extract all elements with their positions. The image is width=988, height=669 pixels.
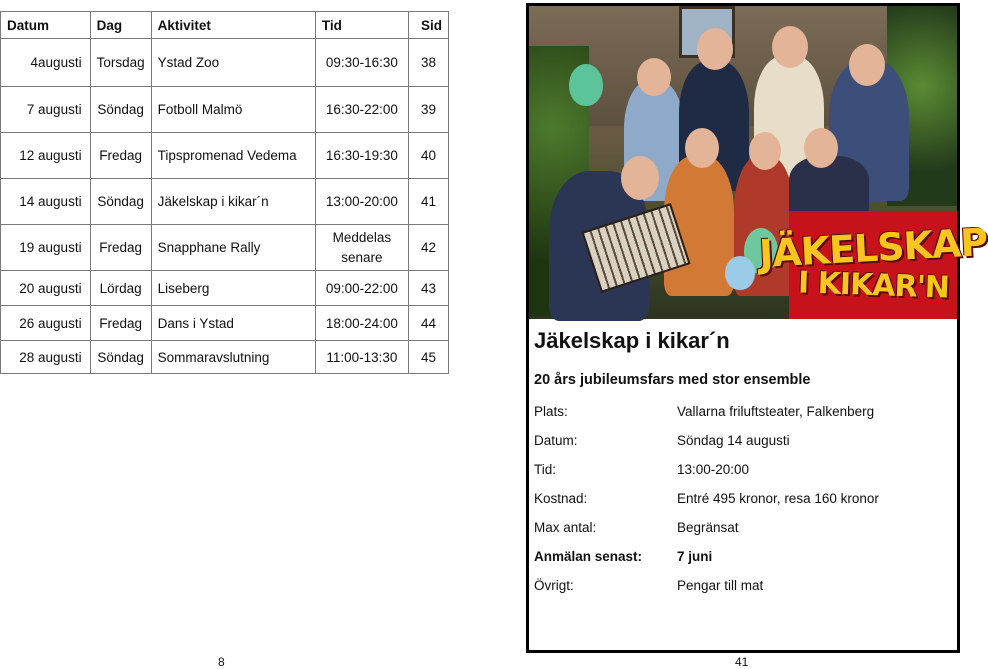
cell-page: 39 bbox=[408, 87, 448, 133]
cell-day: Fredag bbox=[90, 133, 151, 179]
performer-head bbox=[637, 58, 671, 96]
event-title: Jäkelskap i kikar´n bbox=[534, 328, 730, 353]
info-label: Tid: bbox=[534, 462, 557, 477]
show-logo bbox=[757, 211, 988, 319]
cell-date: 20 augusti bbox=[1, 271, 91, 306]
table-row bbox=[1, 306, 449, 341]
info-value: Söndag 14 augusti bbox=[677, 433, 790, 448]
cell-activity: Ystad Zoo bbox=[151, 39, 315, 87]
cell-activity: Sommaravslutning bbox=[151, 341, 315, 374]
cell-date: 12 augusti bbox=[1, 133, 91, 179]
cell-activity: Dans i Ystad bbox=[151, 306, 315, 341]
table-row bbox=[1, 341, 449, 374]
logo-line-1: JÄKELSKAP bbox=[757, 220, 988, 276]
info-value: 13:00-20:00 bbox=[677, 462, 750, 477]
cell-date: 14 augusti bbox=[1, 179, 91, 225]
info-label: Anmälan senast: bbox=[534, 549, 643, 564]
cell-activity: Snapphane Rally bbox=[151, 225, 315, 271]
performer-head bbox=[772, 26, 808, 68]
cell-time: 09:30-16:30 bbox=[315, 39, 408, 87]
cell-page: 43 bbox=[408, 271, 448, 306]
info-value: Entré 495 kronor, resa 160 kronor bbox=[677, 491, 879, 506]
ensemble-photo bbox=[529, 6, 988, 319]
info-value: 7 juni bbox=[677, 549, 713, 564]
cell-day: Torsdag bbox=[90, 39, 151, 87]
header-activity: Aktivitet bbox=[151, 12, 315, 39]
header-page: Sid bbox=[408, 12, 448, 39]
info-label: Övrigt: bbox=[534, 578, 574, 593]
header-time: Tid bbox=[315, 12, 408, 39]
table-header-row bbox=[1, 12, 449, 39]
schedule-table bbox=[0, 11, 449, 374]
page-number-right: 41 bbox=[735, 655, 749, 669]
cell-date: 19 augusti bbox=[1, 225, 91, 271]
cell-day: Fredag bbox=[90, 306, 151, 341]
header-day: Dag bbox=[90, 12, 151, 39]
cell-day: Söndag bbox=[90, 341, 151, 374]
performer-head bbox=[685, 128, 719, 168]
info-label: Datum: bbox=[534, 433, 578, 448]
cell-time: 18:00-24:00 bbox=[315, 306, 408, 341]
cell-time: Meddelas senare bbox=[315, 225, 408, 271]
balloon bbox=[725, 256, 755, 290]
info-value: Vallarna friluftsteater, Falkenberg bbox=[677, 404, 875, 419]
cell-activity: Tipspromenad Vedema bbox=[151, 133, 315, 179]
event-panel bbox=[526, 3, 988, 653]
table-row bbox=[1, 179, 449, 225]
table-row bbox=[1, 133, 449, 179]
info-label: Kostnad: bbox=[534, 491, 588, 506]
performer-head bbox=[849, 44, 885, 86]
cell-day: Söndag bbox=[90, 179, 151, 225]
table-row bbox=[1, 87, 449, 133]
cell-date: 26 augusti bbox=[1, 306, 91, 341]
cell-time: 13:00-20:00 bbox=[315, 179, 408, 225]
logo-line-2: I KIKAR'N bbox=[797, 265, 950, 306]
cell-page: 45 bbox=[408, 341, 448, 374]
cell-date: 7 augusti bbox=[1, 87, 91, 133]
cell-activity: Liseberg bbox=[151, 271, 315, 306]
table-row bbox=[1, 39, 449, 87]
cell-date: 4augusti bbox=[1, 39, 91, 87]
cell-page: 38 bbox=[408, 39, 448, 87]
performer-head bbox=[697, 28, 733, 70]
info-label: Plats: bbox=[534, 404, 568, 419]
cell-time: 11:00-13:30 bbox=[315, 341, 408, 374]
cell-page: 42 bbox=[408, 225, 448, 271]
info-value: Begränsat bbox=[677, 520, 739, 535]
cell-day: Lördag bbox=[90, 271, 151, 306]
cell-day: Fredag bbox=[90, 225, 151, 271]
cell-page: 41 bbox=[408, 179, 448, 225]
cell-time: 16:30-19:30 bbox=[315, 133, 408, 179]
cell-page: 40 bbox=[408, 133, 448, 179]
table-row bbox=[1, 271, 449, 306]
table-row bbox=[1, 225, 449, 271]
performer-head bbox=[749, 132, 781, 170]
cell-activity: Jäkelskap i kikar´n bbox=[151, 179, 315, 225]
info-label: Max antal: bbox=[534, 520, 597, 535]
performer-head bbox=[621, 156, 659, 200]
event-subtitle: 20 års jubileumsfars med stor ensemble bbox=[534, 372, 811, 388]
balloon bbox=[569, 64, 603, 106]
performer-head bbox=[804, 128, 838, 168]
page-number-left: 8 bbox=[218, 655, 225, 669]
cell-page: 44 bbox=[408, 306, 448, 341]
cell-day: Söndag bbox=[90, 87, 151, 133]
cell-time: 09:00-22:00 bbox=[315, 271, 408, 306]
info-value: Pengar till mat bbox=[677, 578, 764, 593]
cell-activity: Fotboll Malmö bbox=[151, 87, 315, 133]
cell-time: 16:30-22:00 bbox=[315, 87, 408, 133]
header-date: Datum bbox=[1, 12, 91, 39]
cell-date: 28 augusti bbox=[1, 341, 91, 374]
